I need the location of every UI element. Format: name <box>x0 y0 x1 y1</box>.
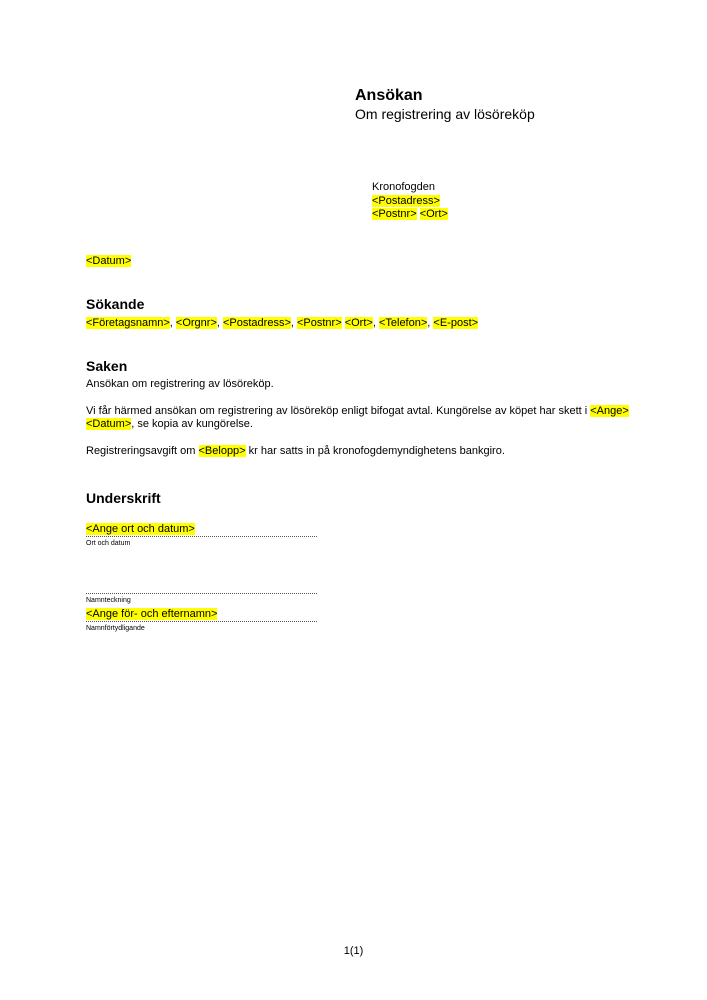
recipient-postal-address-field[interactable]: <Postadress> <box>372 194 440 207</box>
applicant-company-name-field[interactable]: <Företagsnamn> <box>86 317 170 329</box>
case-paragraph-3 <box>86 445 646 459</box>
case-paragraph-1: Ansökan om registrering av lösöreköp. <box>86 378 274 390</box>
applicant-phone-field[interactable]: <Telefon> <box>378 317 428 329</box>
separator: , <box>427 317 434 329</box>
applicant-org-number-field[interactable]: <Orgnr> <box>175 317 217 329</box>
separator: , <box>372 317 379 329</box>
separator: , <box>290 317 297 329</box>
place-date-value <box>86 522 195 536</box>
fee-amount-field[interactable]: <Belopp> <box>198 444 246 457</box>
case-paragraph-2 <box>86 405 646 432</box>
name-clarification-line <box>86 621 317 622</box>
document-subtitle: Om registrering av lösöreköp <box>355 106 535 122</box>
applicant-postal-address-field[interactable]: <Postadress> <box>223 317 291 329</box>
recipient-city-field[interactable]: <Ort> <box>419 208 448 220</box>
recipient-address-block <box>372 181 448 222</box>
date-field[interactable]: <Datum> <box>86 255 132 267</box>
case-heading: Saken <box>86 358 128 374</box>
applicant-details-line <box>86 316 478 330</box>
case-paragraph-3-text: Registreringsavgift om <box>86 444 199 457</box>
applicant-postal-code-field[interactable]: <Postnr> <box>297 317 342 329</box>
applicant-heading: Sökande <box>86 296 145 312</box>
signature-line[interactable] <box>86 593 317 594</box>
name-clarification-value <box>86 607 217 621</box>
recipient-name: Kronofogden <box>372 181 435 193</box>
separator: , <box>216 317 223 329</box>
case-body <box>86 378 646 471</box>
separator: , <box>169 317 176 329</box>
name-clarification-field[interactable]: <Ange för- och efternamn> <box>86 608 218 620</box>
signature-label: Namnteckning <box>86 597 131 604</box>
place-date-line <box>86 536 317 537</box>
recipient-postal-code-field[interactable]: <Postnr> <box>372 208 417 220</box>
place-date-label: Ort och datum <box>86 540 131 547</box>
case-paragraph-2-text: Vi får härmed ansökan om registrering av lösöreköp enligt bifogat avtal. Kungörelse av köpet har skett i <box>86 404 591 417</box>
document-title: Ansökan <box>355 87 423 104</box>
place-date-field[interactable]: <Ange ort och datum> <box>86 523 195 535</box>
case-paragraph-3-text-end: kr har satts in på kronofogdemyndighetens bankgiro. <box>245 444 505 457</box>
publication-date-field[interactable]: <Datum> <box>86 418 132 430</box>
applicant-email-field[interactable]: <E-post> <box>433 317 479 329</box>
applicant-city-field[interactable]: <Ort> <box>344 317 373 329</box>
date-line <box>86 254 131 268</box>
publication-field[interactable]: <Ange> <box>590 404 629 417</box>
name-clarification-label: Namnförtydligande <box>86 625 145 632</box>
signature-heading: Underskrift <box>86 490 161 506</box>
case-paragraph-2-text-end: , se kopia av kungörelse. <box>131 418 253 430</box>
page-number: 1(1) <box>343 945 364 957</box>
